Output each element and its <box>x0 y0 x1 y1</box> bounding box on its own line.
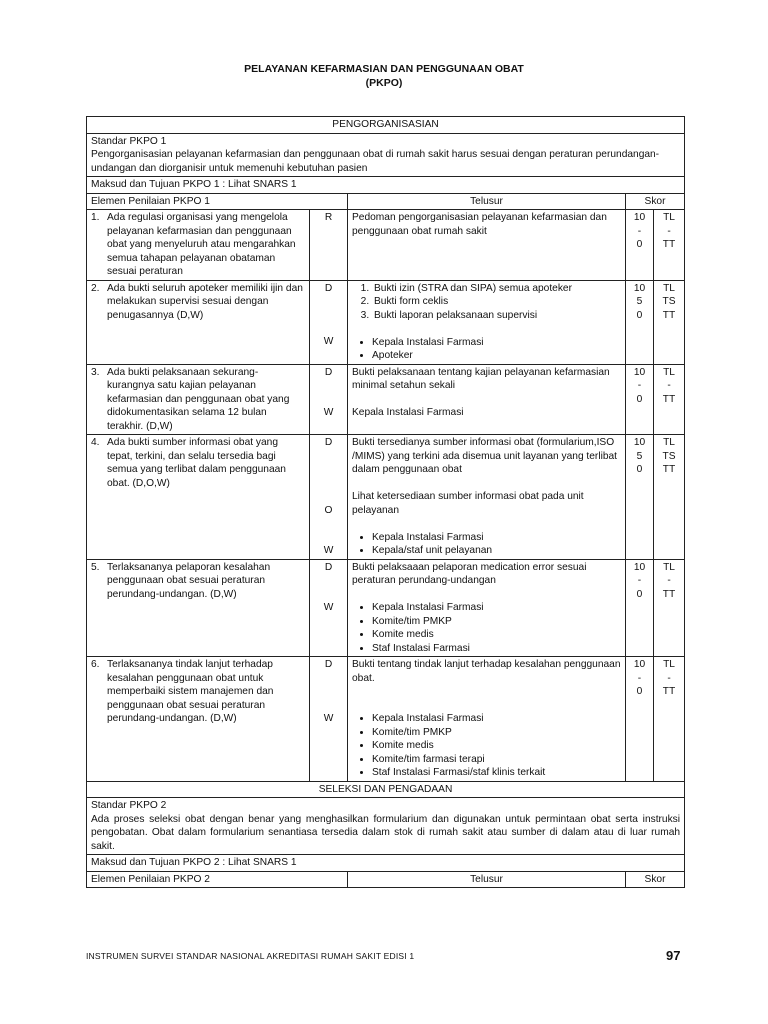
score-code: - <box>667 672 671 684</box>
code-label: R <box>324 212 333 223</box>
col-header-telusur: Telusur <box>348 193 626 210</box>
score-code: TS <box>662 296 676 307</box>
code-label: D <box>324 366 333 378</box>
score-value: 0 <box>636 239 643 250</box>
score-value: 10 <box>633 437 646 448</box>
telusur-list <box>352 282 621 323</box>
table-row <box>87 210 685 281</box>
code-label: W <box>323 545 334 556</box>
list-item: • Komite/tim farmasi terapi <box>372 753 621 767</box>
code-label: W <box>323 602 334 613</box>
code-label: D <box>324 437 333 448</box>
score-value: - <box>637 225 642 237</box>
list-item: • Komite medis <box>372 628 621 642</box>
score-code: - <box>667 380 671 391</box>
list-item: 1. Bukti izin (STRA dan SIPA) semua apoteker <box>372 282 621 296</box>
purpose-row <box>87 177 685 194</box>
standard-row <box>87 133 685 177</box>
element-number: 6. <box>91 659 100 670</box>
list-item: • Kepala/staf unit pelayanan <box>372 544 621 558</box>
element-number: 4. <box>91 437 100 448</box>
list-item: • Komite/tim PMKP <box>372 615 621 629</box>
code-label: O <box>324 504 333 516</box>
section-heading-row <box>87 117 685 134</box>
score-value: 10 <box>633 659 646 670</box>
score-code: TT <box>662 686 676 697</box>
col-header-elemen: Elemen Penilaian PKPO 1 <box>87 193 348 210</box>
table-row <box>87 435 685 560</box>
score-code: TT <box>662 588 676 600</box>
code-label: D <box>324 561 333 573</box>
score-value: 10 <box>633 212 646 223</box>
code-label: D <box>324 282 333 294</box>
code-label: W <box>323 712 334 724</box>
list-item: • Kepala Instalasi Farmasi <box>372 712 621 726</box>
score-code: TT <box>662 309 676 321</box>
telusur-bullets <box>352 601 621 655</box>
score-code: TT <box>662 464 676 475</box>
document-subtitle: (PKPO) <box>365 77 403 89</box>
list-item: 2. Bukti form ceklis <box>372 295 621 309</box>
section-heading: SELEKSI DAN PENGADAAN <box>87 781 685 798</box>
score-code: TL <box>663 659 675 670</box>
element-text: Ada bukti pelaksanaan sekurang-kurangnya satu kajian pelayanan kefarmasian dan penggunaan obat yang didokumentasikan selama 12 bulan terakhir. (D,W) <box>107 366 290 432</box>
telusur-text: Bukti tersedianya sumber informasi obat (formularium,ISO /MIMS) yang terkini ada disemua unit layanan yang terlibat dalam penggunaan obat <box>352 437 618 475</box>
table-row <box>87 559 685 657</box>
score-code: TL <box>663 561 675 573</box>
col-header-skor: Skor <box>626 871 685 888</box>
score-value: 10 <box>633 366 646 378</box>
element-text: Terlaksananya tindak lanjut terhadap kesalahan penggunaan obat untuk memperbaiki sistem manajemen dan penggunaan obat sesuai peraturan perundang-undangan. (D,W) <box>107 659 274 724</box>
purpose-text: Maksud dan Tujuan PKPO 2 : Lihat SNARS 1 <box>87 855 685 872</box>
table-row <box>87 657 685 782</box>
element-number: 3. <box>91 366 100 378</box>
element-text: Ada bukti sumber informasi obat yang tepat, terkini, dan selalu tersedia bagi semua yang terlibat dalam penggunaan obat. (D,O,W) <box>107 437 286 489</box>
list-item: • Komite medis <box>372 739 621 753</box>
table-row <box>87 280 685 364</box>
score-code: - <box>667 575 671 586</box>
score-code: TL <box>663 366 675 378</box>
telusur-text: Bukti tentang tindak lanjut terhadap kesalahan penggunaan obat. <box>352 659 621 684</box>
telusur-text: Kepala Instalasi Farmasi <box>352 407 464 418</box>
list-item: • Staf Instalasi Farmasi/staf klinis terkait <box>372 766 621 780</box>
col-header-elemen: Elemen Penilaian PKPO 2 <box>87 871 348 888</box>
score-value: - <box>637 380 642 391</box>
col-header-skor: Skor <box>626 193 685 210</box>
score-value: 0 <box>636 686 643 697</box>
footer-text: INSTRUMEN SURVEI STANDAR NASIONAL AKREDITASI RUMAH SAKIT EDISI 1 <box>86 951 415 961</box>
code-label: W <box>323 407 334 418</box>
standard-label: Standar PKPO 1 <box>91 135 167 147</box>
score-value: 0 <box>636 309 643 321</box>
telusur-text: Bukti pelaksanaan tentang kajian pelayanan kefarmasian minimal setahun sekali <box>352 366 610 391</box>
score-code: TS <box>662 450 676 462</box>
list-item: • Kepala Instalasi Farmasi <box>372 336 621 350</box>
purpose-text: Maksud dan Tujuan PKPO 1 : Lihat SNARS 1 <box>87 177 685 194</box>
score-value: 0 <box>636 393 643 405</box>
score-value: 0 <box>636 464 643 475</box>
assessment-table <box>86 116 685 888</box>
score-code: TT <box>662 393 676 405</box>
page-number: 97 <box>666 948 681 963</box>
element-number: 2. <box>91 282 100 294</box>
score-value: 5 <box>636 296 643 307</box>
telusur-bullets <box>352 712 621 780</box>
code-label: D <box>324 659 333 670</box>
element-number: 1. <box>91 212 100 223</box>
score-value: 10 <box>633 561 646 573</box>
telusur-bullets <box>352 336 621 363</box>
telusur-bullets <box>352 531 621 558</box>
standard-text: Pengorganisasian pelayanan kefarmasian dan penggunaan obat di rumah sakit harus sesuai dengan peraturan perundangan-undangan dan diorganisir untuk memenuhi kebutuhan pasien <box>91 149 660 174</box>
element-text: Ada regulasi organisasi yang mengelola pelayanan kefarmasian dan penggunaan obat yang menyeluruh atau mengarahkan semua tahapan pelayanan obataman sesuai peraturan <box>107 212 296 277</box>
element-text: Ada bukti seluruh apoteker memiliki ijin dan melakukan supervisi sesuai dengan penugasannya (D,W) <box>107 282 303 321</box>
section-heading: PENGORGANISASIAN <box>87 117 685 134</box>
table-row <box>87 364 685 435</box>
column-header-row <box>87 193 685 210</box>
list-item: • Staf Instalasi Farmasi <box>372 642 621 656</box>
telusur-text: Lihat ketersediaan sumber informasi obat pada unit pelayanan <box>352 491 584 516</box>
score-code: - <box>667 225 671 237</box>
telusur-text: Pedoman pengorganisasian pelayanan kefarmasian dan penggunaan obat rumah sakit <box>352 212 607 237</box>
score-value: 0 <box>636 588 643 600</box>
element-number: 5. <box>91 561 100 573</box>
score-code: TL <box>663 437 675 448</box>
code-label: W <box>323 336 334 347</box>
standard-label: Standar PKPO 2 <box>91 800 167 811</box>
standard-text: Ada proses seleksi obat dengan benar yang menghasilkan formularium dan digunakan untuk permintaan obat serta instruksi pengobatan. Obat dalam formularium senantiasa tersedia dalam stok di rumah sakit atau sumber di dalam atau di luar rumah sakit. <box>91 813 681 852</box>
section-heading-row <box>87 781 685 798</box>
score-code: TT <box>662 239 676 250</box>
list-item: • Apoteker <box>372 349 621 363</box>
score-code: TL <box>663 282 675 294</box>
list-item: • Kepala Instalasi Farmasi <box>372 601 621 615</box>
score-value: - <box>637 672 642 684</box>
telusur-text: Bukti pelaksaaan pelaporan medication error sesuai peraturan perundang-undangan <box>352 561 587 586</box>
document-title: PELAYANAN KEFARMASIAN DAN PENGGUNAAN OBAT <box>244 63 524 75</box>
column-header-row <box>87 871 685 888</box>
element-text: Terlaksananya pelaporan kesalahan penggunaan obat sesuai peraturan perundang-undangan. (D,W) <box>107 561 271 600</box>
score-value: 5 <box>636 450 643 462</box>
score-code: TL <box>663 212 675 223</box>
purpose-row <box>87 855 685 872</box>
list-item: • Komite/tim PMKP <box>372 726 621 740</box>
standard-row <box>87 798 685 855</box>
col-header-telusur: Telusur <box>348 871 626 888</box>
score-value: - <box>637 575 642 586</box>
list-item: • Kepala Instalasi Farmasi <box>372 531 621 545</box>
score-value: 10 <box>633 282 646 294</box>
list-item: 3. Bukti laporan pelaksanaan supervisi <box>372 309 621 323</box>
